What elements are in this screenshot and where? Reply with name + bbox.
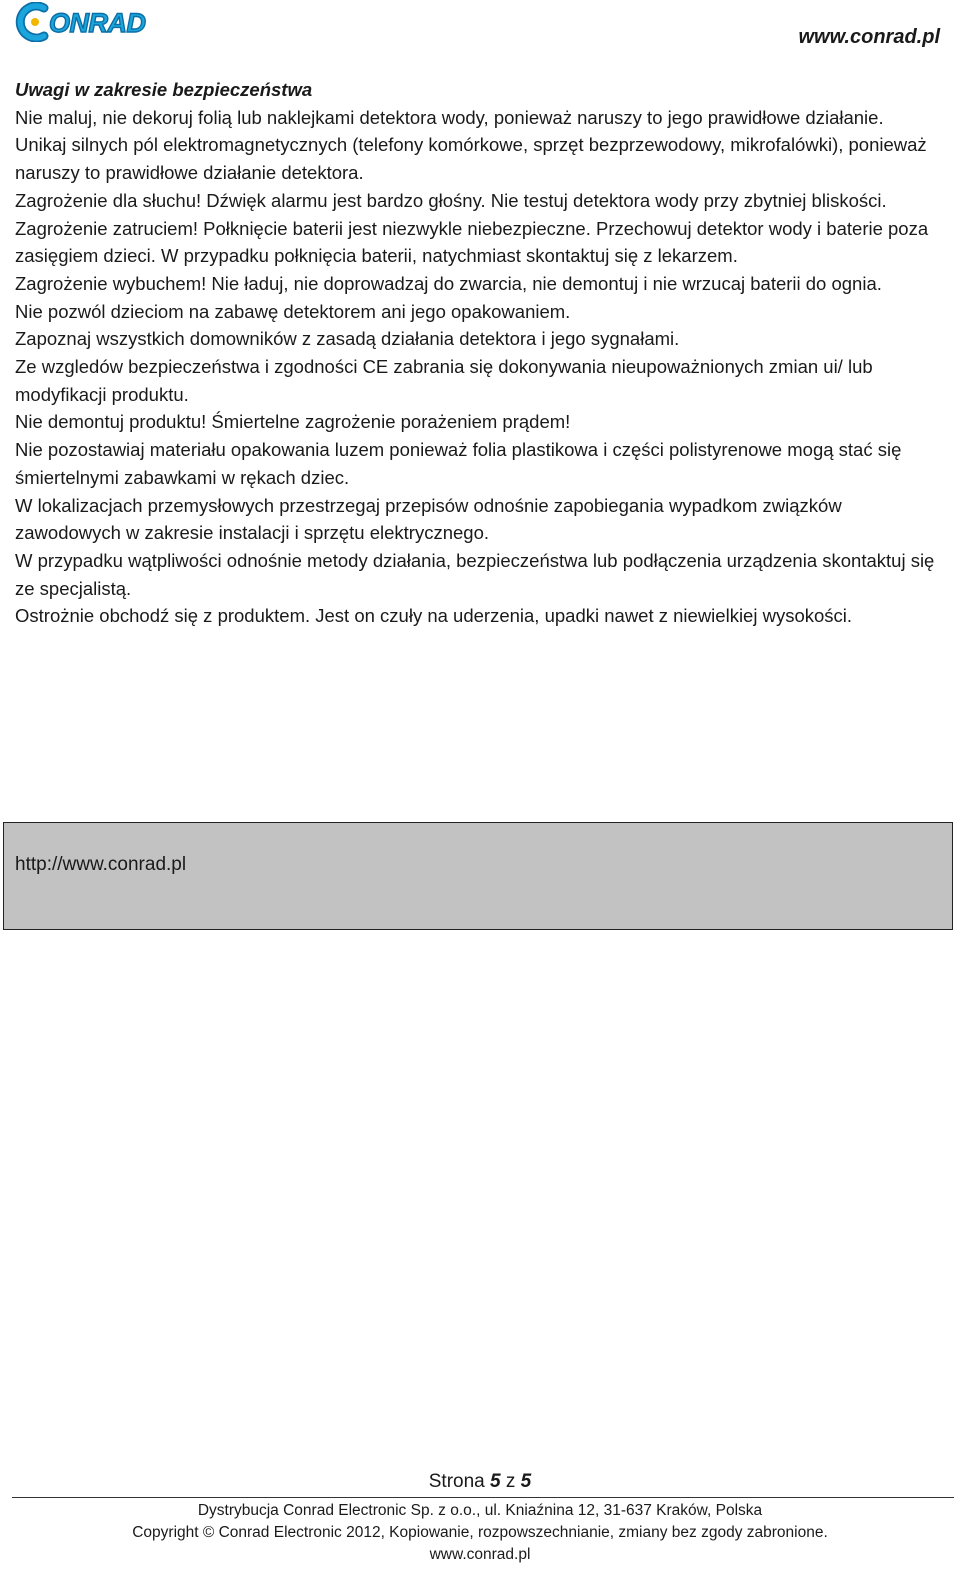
safety-paragraph: Zagrożenie wybuchem! Nie ładuj, nie doprowadzaj do zwarcia, nie demontuj i nie wrzucaj baterii do ognia. xyxy=(15,272,882,294)
safety-paragraph: Nie demontuj produktu! Śmiertelne zagrożenie porażeniem prądem! xyxy=(15,411,571,433)
page-number-current: 5 xyxy=(490,1471,501,1492)
svg-text:ONRAD: ONRAD xyxy=(49,8,146,38)
page-number xyxy=(0,1471,960,1493)
safety-paragraph: W przypadku wątpliwości odnośnie metody działania, bezpieczeństwa lub podłączenia urządzenia skontaktuj się ze specjalistą. xyxy=(15,549,935,599)
page-footer xyxy=(0,1500,960,1566)
footer-url[interactable]: www.conrad.pl xyxy=(429,1546,531,1563)
page-number-total: 5 xyxy=(520,1471,532,1492)
safety-paragraph: Zagrożenie dla słuchu! Dźwięk alarmu jest bardzo głośny. Nie testuj detektora wody przy zbytniej bliskości. xyxy=(15,189,887,211)
page-header xyxy=(0,0,960,60)
page-number-label: Strona xyxy=(428,1471,485,1492)
footer-distributor: Dystrybucja Conrad Electronic Sp. z o.o., ul. Kniaźnina 12, 31-637 Kraków, Polska xyxy=(197,1502,763,1519)
conrad-logo xyxy=(14,2,170,42)
footer-copyright: Copyright © Conrad Electronic 2012, Kopiowanie, rozpowszechnianie, zmiany bez zgody zabronione. xyxy=(132,1524,828,1541)
footer-divider xyxy=(12,1497,954,1498)
safety-paragraph: Nie pozwól dzieciom na zabawę detektorem ani jego opakowaniem. xyxy=(15,300,571,322)
safety-paragraph: Zapoznaj wszystkich domowników z zasadą działania detektora i jego sygnałami. xyxy=(15,328,680,350)
safety-paragraph: Unikaj silnych pól elektromagnetycznych (telefony komórkowe, sprzęt bezprzewodowy, mikrofalówki), ponieważ naruszy to prawidłowe działanie detektora. xyxy=(15,134,927,184)
safety-paragraph: Ostrożnie obchodź się z produktem. Jest on czuły na uderzenia, upadki nawet z niewielkiej wysokości. xyxy=(15,605,853,627)
safety-section xyxy=(15,76,950,630)
safety-paragraph: Zagrożenie zatruciem! Połknięcie baterii jest niezwykle niebezpieczne. Przechowuj detektor wody i baterie poza zasięgiem dzieci. W przypadku połknięcia baterii, natychmiast skontaktuj się z lekarzem. xyxy=(15,217,929,267)
site-url[interactable]: www.conrad.pl xyxy=(798,26,940,48)
safety-paragraph: W lokalizacjach przemysłowych przestrzegaj przepisów odnośnie zapobiegania wypadkom związków zawodowych w zakresie instalacji i sprzętu elektrycznego. xyxy=(15,494,842,544)
url-box-link[interactable]: http://www.conrad.pl xyxy=(15,854,187,875)
safety-paragraph: Nie maluj, nie dekoruj folią lub naklejkami detektora wody, ponieważ naruszy to jego prawidłowe działanie. xyxy=(15,106,884,128)
url-box xyxy=(3,822,953,930)
safety-paragraph: Nie pozostawiaj materiału opakowania luzem ponieważ folia plastikowa i części polistyrenowe mogą stać się śmiertelnymi zabawkami w rękach dziec. xyxy=(15,439,902,488)
safety-paragraph: Ze wzgledów bezpieczeństwa i zgodności CE zabrania się dokonywania nieupoważnionych zmian ui/ lub modyfikacji produktu. xyxy=(15,356,873,405)
section-title: Uwagi w zakresie bezpieczeństwa xyxy=(15,79,313,100)
page-number-separator: z xyxy=(505,1471,516,1492)
